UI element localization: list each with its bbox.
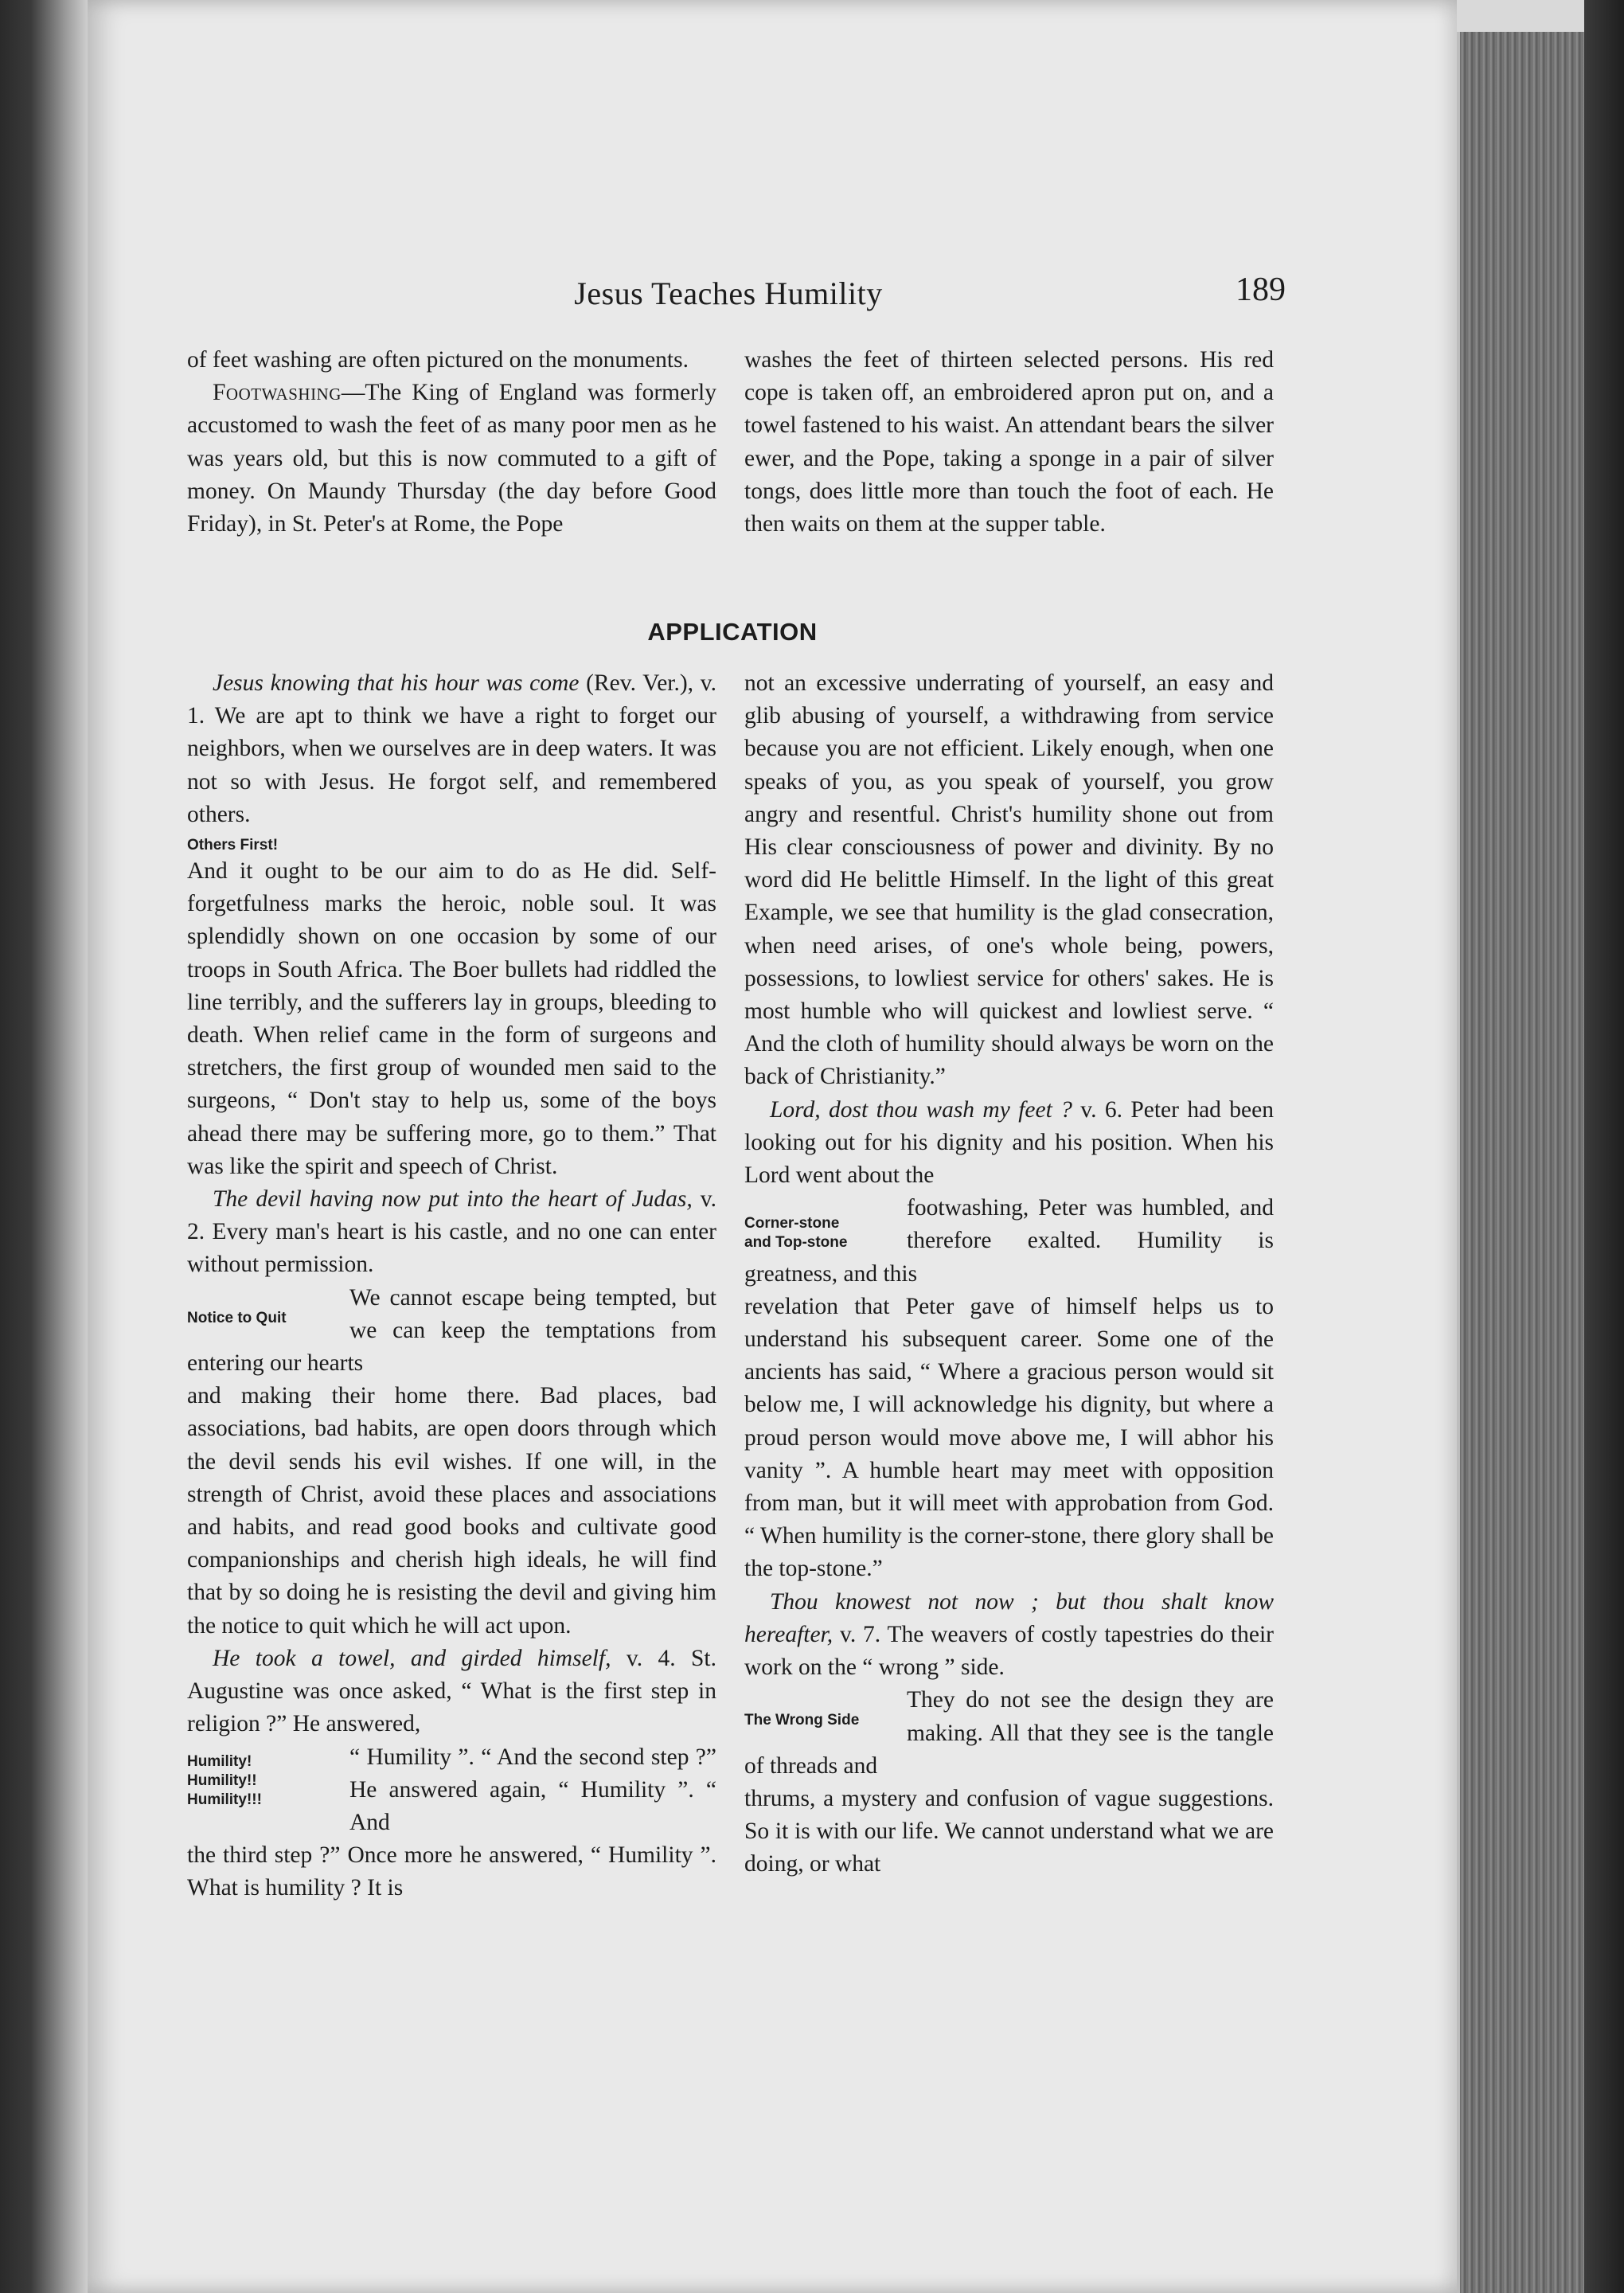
page-number: 189 — [1236, 271, 1286, 308]
paragraph — [744, 1192, 1274, 1291]
paragraph-text: “ Humility ”. “ And the second step ?” He answered again, “ Humility ”. “ And — [349, 1744, 716, 1835]
scripture-reference: Jesus knowing that his hour was come — [213, 670, 580, 696]
paragraph: revelation that Peter gave of himself helps us to understand his subsequent career. Some one of the ancients has said, “ Where a gracious person would sit below me, I will acknowledge his dignity, but where a proud person would move above me, I will abhor his vanity ”. A humble heart may meet with opposition from man, but it will meet with approbation from God. “ When humility is the corner-stone, there glory shall be the top-stone.” — [744, 1293, 1274, 1582]
paragraph — [187, 1282, 716, 1381]
paragraph: not an excessive underrating of yourself, an easy and glib abusing of yourself, a withdrawing from service because you are not efficient. Likely enough, when one speaks of you, as you speak of yourself, you grow angry and resentful. Christ's humility shone out from His clear consciousness of power and divinity. By no word did He belittle Himself. In the light of this great Example, we see that humility is the glad consecration, when need arises, of one's whole being, powers, possessions, to lowliest service for others' sakes. He is most humble who will quickest and lowliest serve. “ And the cloth of humility should always be worn on the back of Christianity.” — [744, 670, 1274, 1090]
paragraph-text: They do not see the design they are making. All that they see is the tangle of threads and — [744, 1687, 1274, 1779]
paragraph — [744, 1586, 1274, 1685]
paragraph: And it ought to be our aim to do as He did. Self-forgetfulness marks the heroic, noble soul. It was splendidly shown on one occasion by some of our troops in South Africa. The Boer bullets had riddled the line terribly, and the sufferers lay in groups, bleeding to death. When relief came in the form of surgeons and stretchers, the first group of wounded men said to the surgeons, “ Don't stay to help us, some of the boys ahead there may be suffering more, go to them.” That was like the spirit and speech of Christ. — [187, 858, 716, 1179]
paragraph-text: v. 4. St. Augustine was once asked, “ What is the first step in religion ?” He answered, — [187, 1645, 716, 1737]
paragraph — [187, 1183, 716, 1282]
paragraph: thrums, a mystery and confusion of vague suggestions. So it is with our life. We cannot understand what we are doing, or what — [744, 1785, 1274, 1877]
scripture-reference: The devil having now put into the heart of Judas, — [213, 1186, 693, 1213]
sidenote-line: Humility!!! — [187, 1791, 262, 1808]
paragraph: the third step ?” Once more he answered, “ Humility ”. What is humility ? It is — [187, 1842, 716, 1901]
application-right-column — [744, 667, 1274, 1881]
sidenote-humility — [187, 1752, 338, 1810]
application-left-column — [187, 667, 716, 1905]
paragraph: of feet washing are often pictured on the monuments. — [187, 347, 689, 373]
paragraph-text: v. 2. Every man's heart is his castle, and no one can enter without permission. — [187, 1186, 716, 1278]
sidenote-notice-to-quit: Notice to Quit — [187, 1309, 287, 1326]
paragraph-text: v. 7. The weavers of costly tapestries do their work on the “ wrong ” side. — [744, 1621, 1274, 1681]
scripture-reference: Lord, dost thou wash my feet ? — [770, 1096, 1072, 1123]
paragraph — [744, 1094, 1274, 1193]
section-heading: APPLICATION — [647, 618, 818, 646]
paragraph-text: (Rev. Ver.), v. 1. We are apt to think we have a right to forget our neighbors, when we ourselves are in deep waters. It was not so with Jesus. He forgot self, and remembered others. — [187, 670, 716, 827]
sidenote-line: Corner-stone — [744, 1215, 840, 1232]
paragraph-text: We cannot escape being tempted, but we can keep the temptations from entering our hearts — [187, 1284, 716, 1377]
paragraph: and making their home there. Bad places, bad associations, bad habits, are open doors through which the devil sends his evil wishes. If one will, in the strength of Christ, avoid these places and associations and habits, and read good books and cultivate good companionships and cherish high ideals, he will find that by so doing he is resisting the devil and giving him the notice to quit which he will act upon. — [187, 1383, 716, 1639]
top-left-column — [187, 344, 716, 541]
sidenote-wrong-side: The Wrong Side — [744, 1712, 860, 1729]
book-cover-edge — [1584, 0, 1624, 2293]
sidenote-corner-stone — [744, 1214, 896, 1252]
paragraph-text: footwashing, Peter was humbled, and therefore exalted. Humility is greatness, and this — [744, 1195, 1274, 1287]
sidenote-others-first: Others First! — [187, 837, 279, 854]
paragraph — [187, 1741, 716, 1840]
sidenote-line: Humility!! — [187, 1772, 257, 1789]
paragraph — [187, 377, 716, 541]
scripture-reference: Thou knowest not now ; but thou shalt know hereafter, — [744, 1588, 1274, 1647]
paragraph-text: v. 6. Peter had been looking out for his dignity and his position. When his Lord went about the — [744, 1096, 1274, 1189]
paragraph — [187, 667, 716, 831]
running-head: Jesus Teaches Humility — [574, 275, 883, 311]
sidenote-line: and Top-stone — [744, 1234, 848, 1252]
book-gutter-shadow — [0, 0, 88, 2293]
sidenote-line: Humility! — [187, 1752, 252, 1770]
paragraph-text: —The King of England was formerly accustomed to wash the feet of as many poor men as he was years old, but this is now commuted to a gift of money. On Maundy Thursday (the day before Good Friday), in St. Peter's at Rome, the Pope — [187, 380, 716, 537]
scripture-reference: He took a towel, and girded himself, — [213, 1645, 611, 1671]
run-in-heading: Footwashing — [213, 380, 342, 406]
top-right-column — [744, 344, 1274, 541]
paragraph: washes the feet of thirteen selected persons. His red cope is taken off, an embroidered apron put on, and a towel fastened to his waist. An attendant bears the silver ewer, and the Pope, taking a sponge in a pair of silver tongs, does little more than touch the foot of each. He then waits on them at the supper table. — [744, 347, 1274, 537]
paragraph — [744, 1684, 1274, 1783]
paragraph — [187, 1643, 716, 1741]
